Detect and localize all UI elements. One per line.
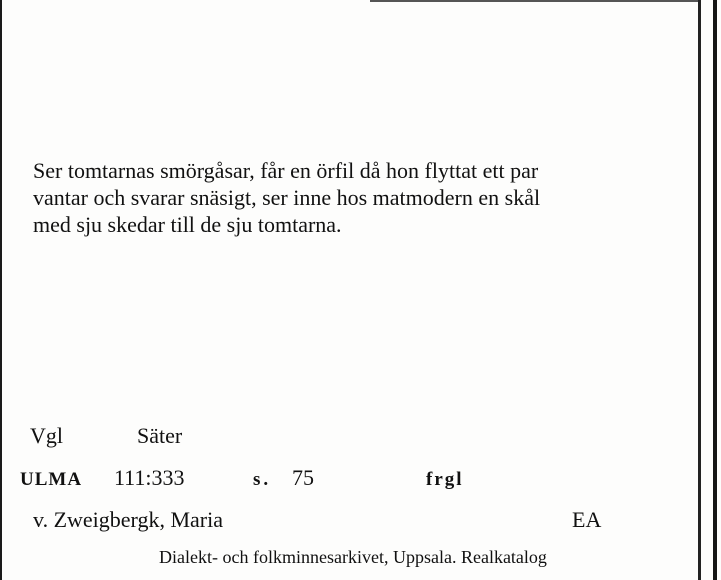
card-top-edge bbox=[370, 0, 700, 2]
archive-label: ULMA bbox=[20, 469, 83, 490]
archive-number: 111:333 bbox=[114, 465, 185, 490]
category-code: frgl bbox=[426, 469, 464, 490]
page-label: s. bbox=[253, 469, 272, 490]
card-right-edge bbox=[698, 0, 701, 580]
place-name: Säter bbox=[137, 423, 183, 448]
card-footer: Dialekt- och folkminnesarkivet, Uppsala. Realkatalog bbox=[159, 547, 547, 567]
vgl-label: Vgl bbox=[30, 423, 63, 448]
recorder-initials: EA bbox=[572, 507, 602, 532]
page-number: 75 bbox=[292, 465, 314, 490]
collector-name: v. Zweigbergk, Maria bbox=[33, 507, 223, 532]
adjacent-card-edge bbox=[713, 0, 717, 580]
card-left-edge bbox=[0, 0, 2, 580]
card-body-text: Ser tomtarnas smörgåsar, får en örfil då hon flyttat ett par vantar och svarar snäsigt, ser inne hos matmodern en skål med sju skedar till de sju tomtarna. bbox=[33, 158, 541, 237]
